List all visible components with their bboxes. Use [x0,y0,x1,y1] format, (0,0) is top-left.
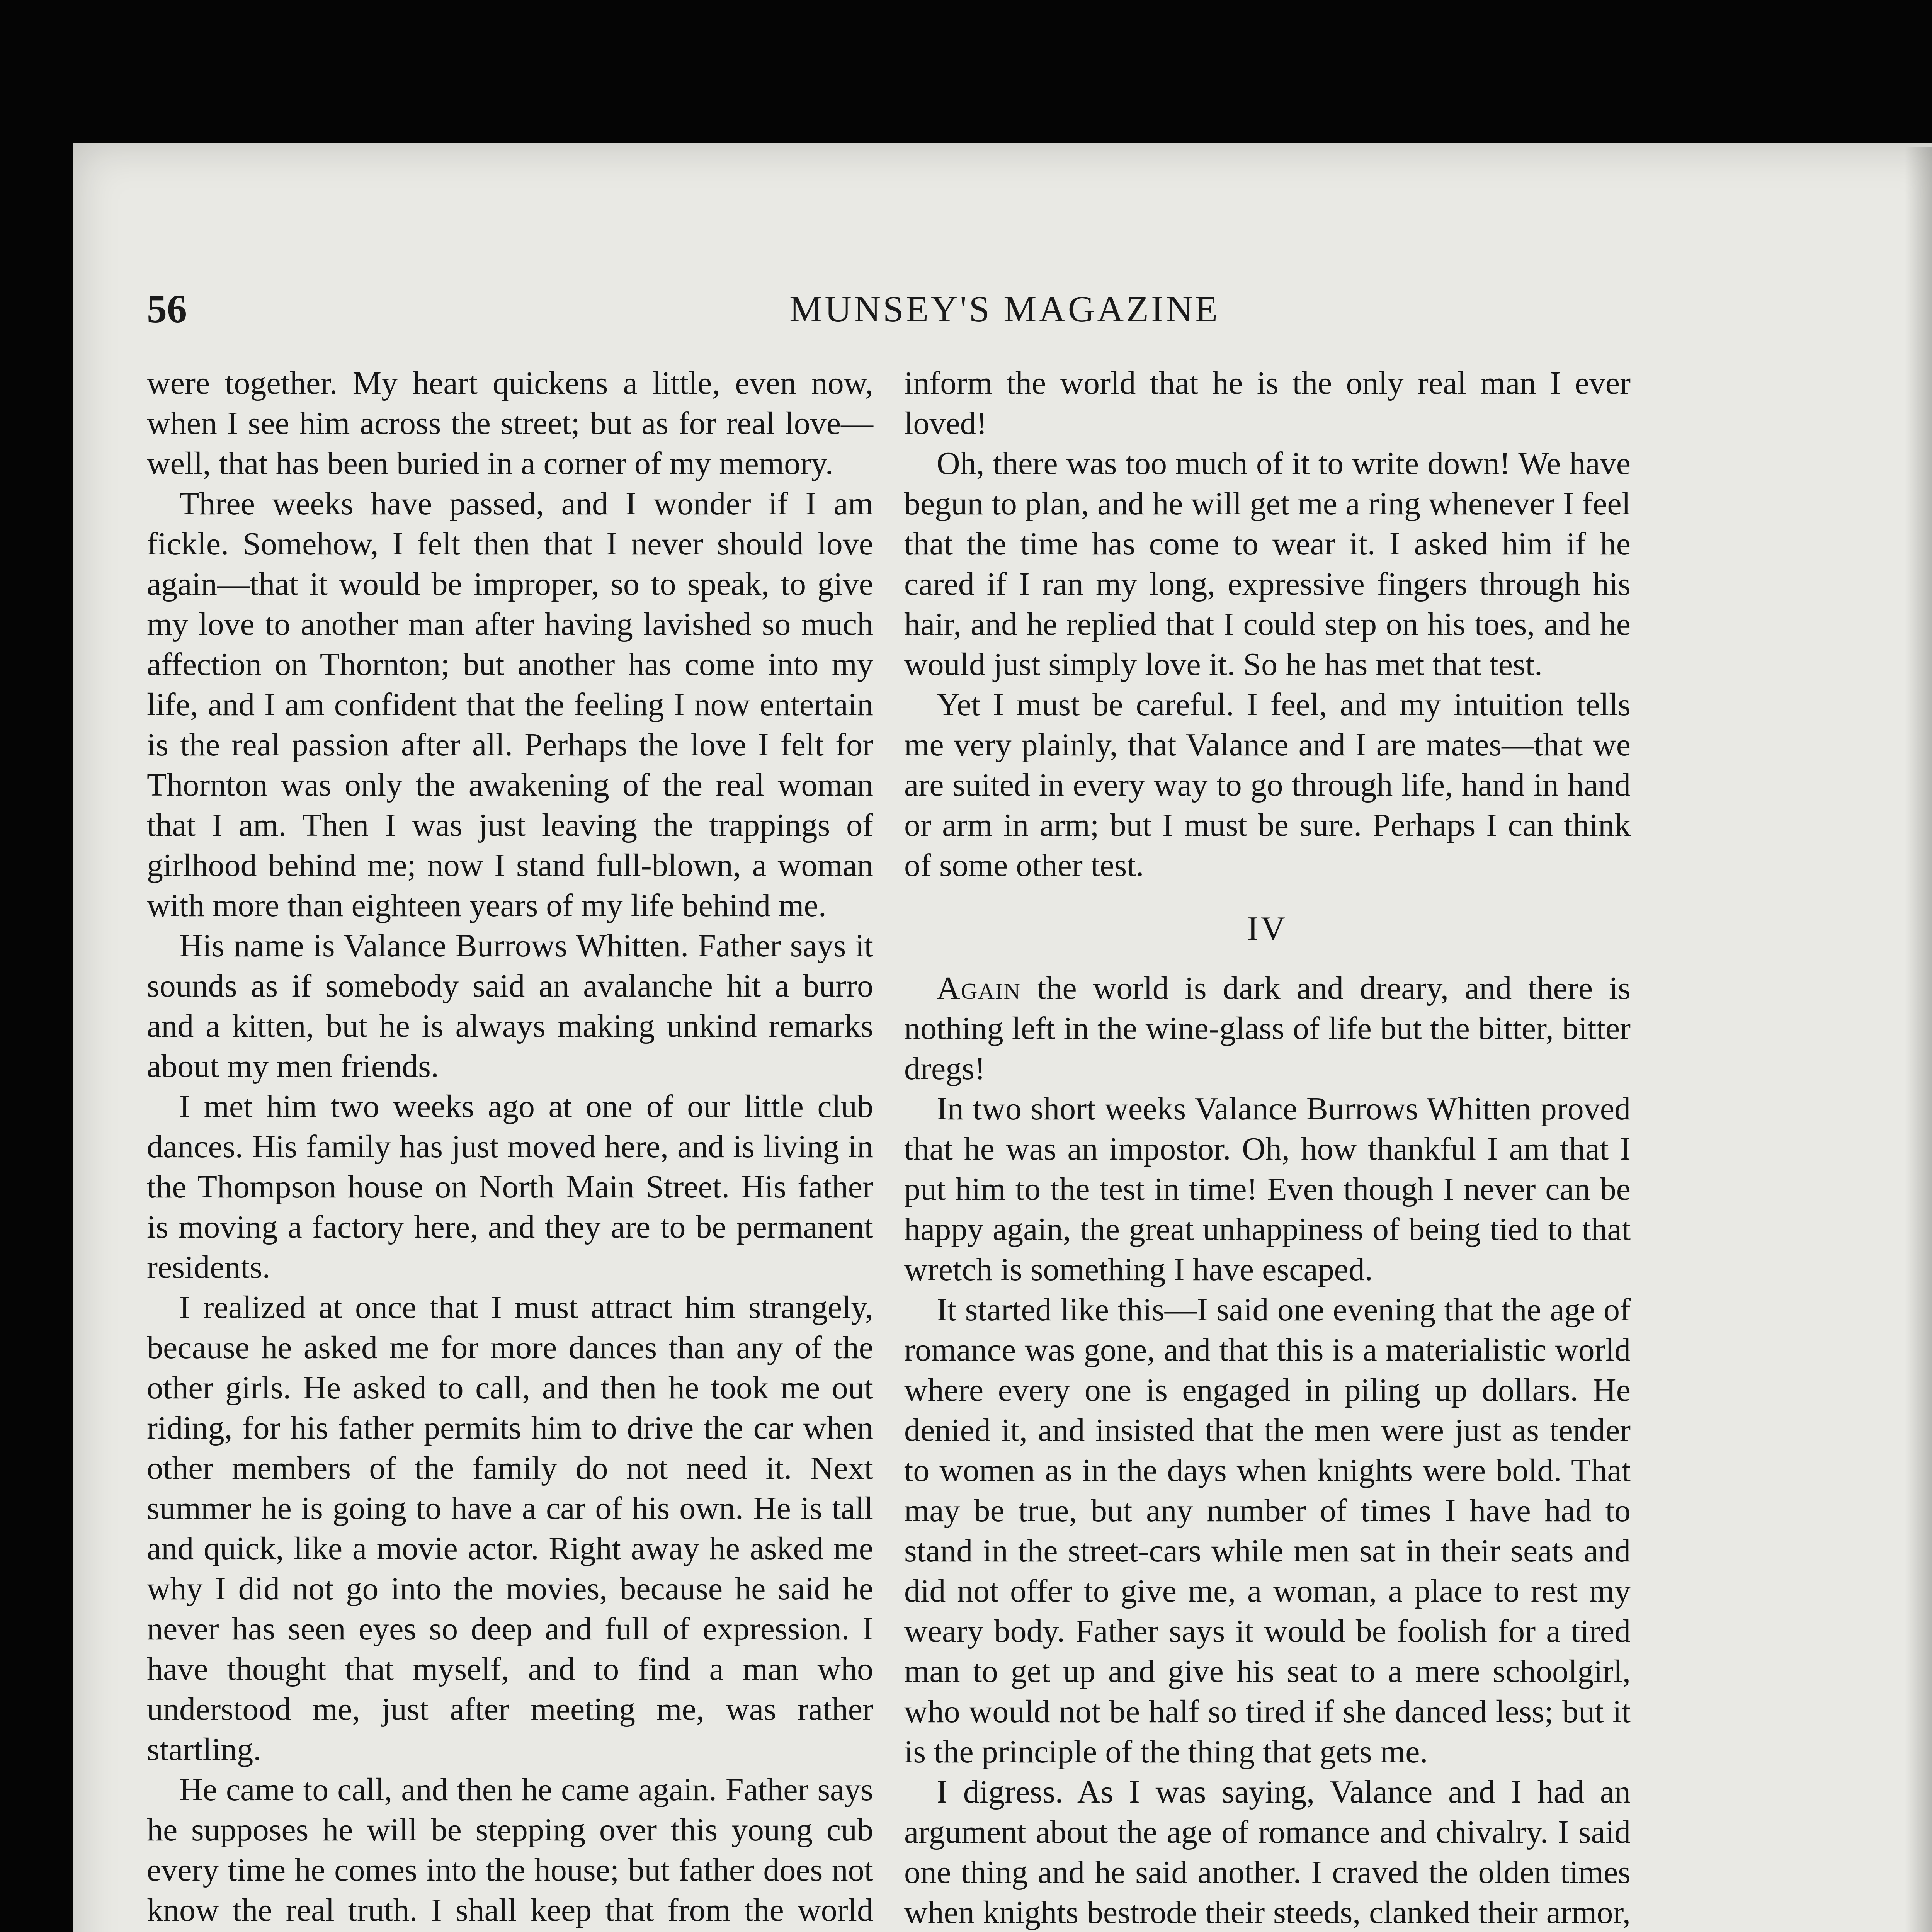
paragraph: His name is Valance Burrows Whitten. Father says it sounds as if somebody said an avalanche hit a burro and a kitten, but he is always making unkind remarks about my men friends. [147,928,873,1084]
paragraph: I realized at once that I must attract him strangely, because he asked me for more dances than any of the other girls. He asked to call, and then he took me out riding, for his father permits him to drive the car when other members of the family do not need it. Next summer he is going to have a car of his own. He is tall and quick, like a movie actor. Right away he asked me why I did not go into the movies, because he said he never has seen eyes so deep and full of expression. I have thought that myself, and to find a man who understood me, just after meeting me, was rather startling. [147,1289,873,1767]
running-head [147,278,1862,340]
magazine-title: MUNSEY'S MAGAZINE [789,288,1220,330]
paragraph: inform the world that he is the only real man I ever loved! [904,365,1631,441]
paragraph: I digress. As I was saying, Valance and I had an argument about the age of romance and chivalry. I said one thing and he said another. I craved the olden times when knights bestrode their steeds, clanked their armor, [904,1774,1631,1930]
paragraph: were together. My heart quickens a little, even now, when I see him across the street; but as for real love—well, that has been buried in a corner of my memory. [147,365,873,481]
left-column [147,363,873,1932]
page-number: 56 [147,287,187,331]
paragraph: Three weeks have passed, and I wonder if I am fickle. Somehow, I felt then that I never should love again—that it would be improper, so to speak, to give my love to another man after having lavished so much affection on Thornton; but another has come into my life, and I am confident that the feeling I now entertain is the real passion after all. Perhaps the love I felt for Thornton was only the awakening of the real woman that I am. Then I was just leaving the trappings of girlhood behind me; now I stand full-blown, a woman with more than eighteen years of my life behind me. [147,486,873,923]
paragraph: Oh, there was too much of it to write down! We have begun to plan, and he will get me a ring whenever I feel that the time has come to wear it. I asked him if he cared if I ran my long, expressive fingers through his hair, and he replied that I could step on his toes, and he would just simply love it. So he has met that test. [904,446,1631,682]
paragraph: In two short weeks Valance Burrows Whitten proved that he was an impostor. Oh, how thankful I am that I put him to the test in time! Even though I never can be happy again, the great unhappiness of being tied to that wretch is something I have escaped. [904,1091,1631,1287]
opening-text: the world is dark and dreary, and there is nothing left in the wine-glass of life but the bitter, bitter dregs! [904,970,1631,1087]
paragraph: I met him two weeks ago at one of our little club dances. His family has just moved here, and is living in the Thompson house on North Main Street. His father is moving a factory here, and they are to be permanent residents. [147,1088,873,1285]
opening-word: Again [937,970,1021,1006]
section-heading: IV [1247,910,1288,947]
right-column [904,363,1631,1932]
spine-shadow [1905,147,1932,1932]
paragraph-opening [904,968,1631,1089]
paragraph: He came to call, and then he came again. Father says he supposes he will be stepping over this young cub every time he comes into the house; but father does not know the real truth. I shall keep that from the world [147,1772,873,1928]
paragraph: Yet I must be careful. I feel, and my intuition tells me very plainly, that Valance and I are mates—that we are suited in every way to go through life, hand in hand or arm in arm; but I must be sure. Perhaps I can think of some other test. [904,687,1631,883]
paragraph: It started like this—I said one evening that the age of romance was gone, and that this is a materialistic world where every one is engaged in piling up dollars. He denied it, and insisted that the men were just as tender to women as in the days when knights were bold. That may be true, but any number of times I have had to stand in the street-cars while men sat in their seats and did not offer to give me, a woman, a place to rest my weary body. Father says it would be foolish for a tired man to get up and give his seat to a mere schoolgirl, who would not be half so tired if she danced less; but it is the principle of the thing that gets me. [904,1292,1631,1770]
